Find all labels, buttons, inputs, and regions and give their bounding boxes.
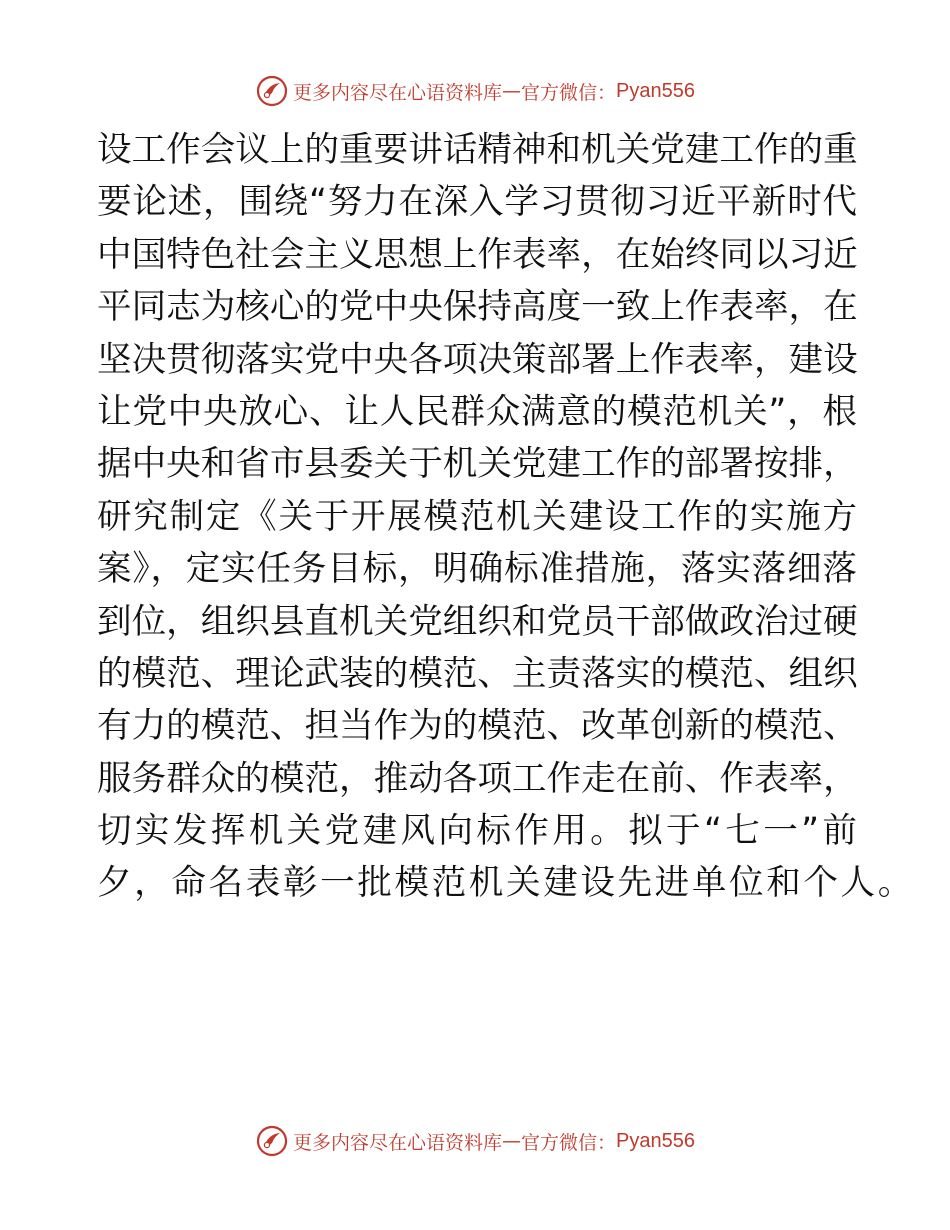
text-line: 中国特色社会主义思想上作表率，在始终同以习近 — [97, 234, 858, 275]
logo-icon — [255, 1124, 289, 1158]
text-line: 研究制定《关于开展模范机关建设工作的实施方 — [97, 496, 857, 537]
watermark-wechat-label: 官方微信： — [521, 81, 617, 104]
text-line: 案》，定实任务目标，明确标准措施，落实落细落 — [97, 549, 857, 590]
watermark-text: 更多内容尽在心语资料库 — [293, 1131, 503, 1154]
text-line: 设工作会议上的重要讲话精神和机关党建工作的重 — [97, 130, 858, 170]
text-line: 让党中央放心、让人民群众满意的模范机关”，根 — [97, 391, 857, 432]
text-line: 坚决贯彻落实党中央各项决策部署上作表率，建设 — [97, 339, 858, 380]
body-text — [97, 124, 915, 910]
watermark-wechat-label: 官方微信： — [521, 1131, 617, 1154]
watermark-wechat-id: Pyan556 — [616, 1129, 695, 1152]
text-line: 有力的模范、担当作为的模范、改革创新的模范、 — [97, 706, 858, 747]
watermark-separator: — — [502, 1130, 522, 1152]
header-watermark — [0, 74, 950, 108]
text-line: 切实发挥机关党建风向标作用。拟于“七一”前 — [97, 811, 857, 852]
text-line: 要论述，围绕“努力在深入学习贯彻习近平新时代 — [97, 182, 857, 223]
text-line: 到位，组织县直机关党组织和党员干部做政治过硬 — [97, 601, 858, 642]
text-line: 平同志为核心的党中央保持高度一致上作表率，在 — [97, 287, 858, 328]
watermark-wechat-id: Pyan556 — [616, 79, 695, 102]
logo-icon — [255, 74, 289, 108]
watermark-text: 更多内容尽在心语资料库 — [293, 81, 503, 104]
footer-watermark — [0, 1124, 950, 1158]
text-line: 服务群众的模范，推动各项工作走在前、作表率， — [97, 758, 858, 799]
text-line: 的模范、理论武装的模范、主责落实的模范、组织 — [97, 653, 858, 694]
text-line: 夕，命名表彰一批模范机关建设先进单位和个人。 — [97, 863, 915, 904]
text-line: 据中央和省市县委关于机关党建工作的部署按排， — [97, 444, 858, 485]
watermark-separator: — — [502, 80, 522, 102]
